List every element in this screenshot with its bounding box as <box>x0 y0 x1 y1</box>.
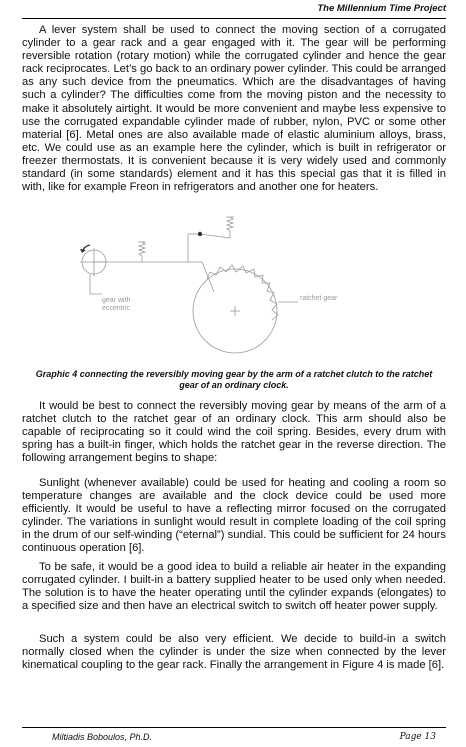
figure-caption: Graphic 4 connecting the reversibly moving gear by the arm of a ratchet clutch to the ratchet gear of an ordinary clock. <box>35 369 433 390</box>
paragraph-3-text: Sunlight (whenever available) could be used for heating and cooling a room so temperature changes are available and the clock device could be used more efficiently. It would be useful to have a reflecting mirror focused on the corrugated cylinder. The variations in sunlight would result in complete loading of the coil spring in the drum of our self-winding (“eternal”) sundial. This could be sufficient for 24 hours continuous operation [6]. <box>22 477 446 555</box>
gear-with-eccentric-label-line2: eccentric <box>102 305 131 312</box>
paragraph-5-text: Such a system could be also very efficient. We decide to build-in a switch normally closed when the cylinder is under the size when connected by the lever kinematical coupling to the gear rack. Finally the arrangement in Figure 4 is made [6]. <box>22 633 446 672</box>
paragraph-4 <box>22 561 446 613</box>
paragraph-1 <box>22 24 446 194</box>
paragraph-3 <box>22 477 446 556</box>
footer-author: Miltiadis Boboulos, Ph.D. <box>52 732 153 742</box>
header-rule <box>22 18 446 19</box>
footer-rule <box>22 727 446 728</box>
paragraph-2 <box>22 400 446 465</box>
paragraph-5 <box>22 633 446 672</box>
ratchet-gear-label: ratchet gear <box>300 295 338 302</box>
ratchet-teeth <box>207 265 278 320</box>
paragraph-4-text: To be safe, it would be a good idea to build a reliable air heater in the expanding corrugated cylinder. I built-in a battery supplied heater to be used only when needed. The solution is to have the heater operating until the cylinder expands (elongates) to a specified size and then have an electrical switch to switch off heater power supply. <box>22 561 446 613</box>
ratchet-mechanism-figure <box>60 216 400 366</box>
ratchet-arm <box>200 234 230 238</box>
spring-right <box>227 217 233 238</box>
paragraph-2-text: It would be best to connect the reversibly moving gear by means of the arm of a ratchet clutch to the ratchet gear of an ordinary clock. This arm should also be capable of reciprocating so it could wind the coil spring. Besides, every drum with spring has a built-in finger, which holds the ratchet gear in the reverse direction. The following arrangement begins to shape: <box>22 400 446 465</box>
gear-label-leader <box>90 274 102 294</box>
spring-left <box>139 242 145 262</box>
running-header-title: The Millennium Time Project <box>317 3 446 14</box>
paragraph-1-text: A lever system shall be used to connect the moving section of a corrugated cylinder to a gear rack and a gear engaged with it. The gear will be performing reversible rotation (rotary motion) while the corrugated cylinder and hence the gear rack reciprocates. Let’s go back to an ordinary power cylinder. This could be arranged as any such device from the pneumatics. Which are the disadvantages of having such a cylinder? The difficulties come from the moving piston and the necessity to make it absolutely airtight. It would be more convenient and maybe less expensive to use the corrugated expandable cylinder made of rubber, nylon, PVC or some other material [6]. Metal ones are also available made of elastic aluminium alloys, brass, etc. We could use as an example here the cylinder, which is built in refrigerator or freezer thermostats. It is convenient because it is very widely used and commonly standard (in some standards) element and it has this special gas that it is filled in with, like for example Freon in refrigerators and another one for heaters. <box>22 24 446 194</box>
page-number: Page 13 <box>399 732 436 742</box>
gear-with-eccentric-label-line1: gear with <box>102 297 131 304</box>
